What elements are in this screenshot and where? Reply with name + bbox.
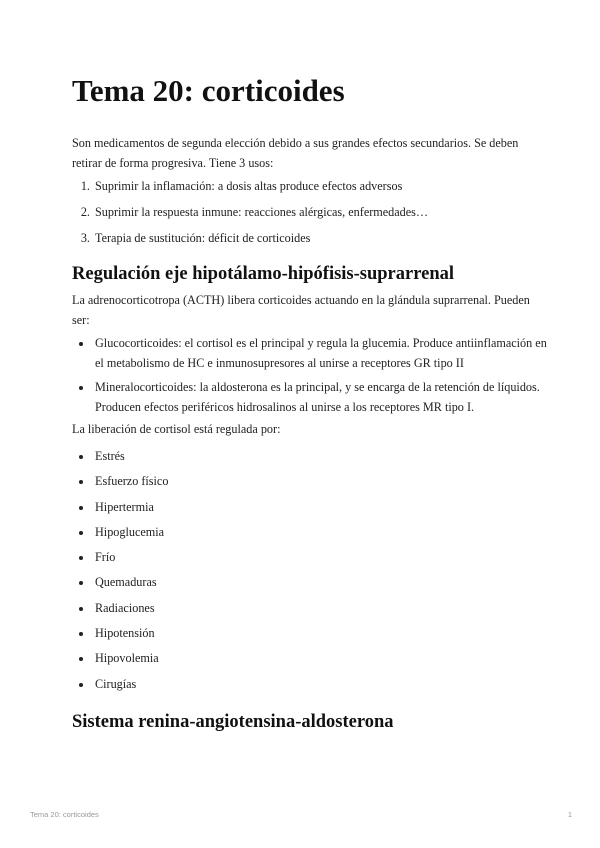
factor-item: • Esfuerzo físico <box>93 471 543 496</box>
uses-list-item: 1. Suprimir la inflamación: a dosis altas produce efectos adversos <box>93 176 553 202</box>
corticoid-type-item: • Mineralocorticoides: la aldosterona es la principal, y se encarga de la retención de líquidos. Producen efectos periféricos hidrosalinos al unirse a los receptores MR tipo I. <box>93 377 551 417</box>
factor-item: • Hipertermia <box>93 497 543 522</box>
factor-item: • Quemaduras <box>93 572 543 597</box>
factor-item: • Hipotensión <box>93 623 543 648</box>
factor-item: • Radiaciones <box>93 598 543 623</box>
uses-list <box>72 176 553 254</box>
uses-list-item: 2. Suprimir la respuesta inmune: reacciones alérgicas, enfermedades… <box>93 202 553 228</box>
factor-item: • Cirugías <box>93 674 543 699</box>
regulation-intro-paragraph: La adrenocorticotropa (ACTH) libera corticoides actuando en la glándula suprarrenal. Pueden ser: <box>72 293 530 327</box>
page-title: Tema 20: corticoides <box>72 73 345 108</box>
factor-item: • Frío <box>93 547 543 572</box>
section-heading-raas: Sistema renina-angiotensina-aldosterona <box>72 712 394 732</box>
footer-title: Tema 20: corticoides <box>30 810 99 819</box>
factor-item: • Estrés <box>93 446 543 471</box>
uses-list-item: 3. Terapia de sustitución: déficit de corticoides <box>93 228 553 254</box>
regulation-factors-list <box>72 446 543 699</box>
intro-paragraph: Son medicamentos de segunda elección debido a sus grandes efectos secundarios. Se deben retirar de forma progresiva. Tiene 3 usos: <box>72 136 519 170</box>
section-heading-regulation: Regulación eje hipotálamo-hipófisis-suprarrenal <box>72 264 454 284</box>
factor-item: • Hipoglucemia <box>93 522 543 547</box>
corticoid-type-item: • Glucocorticoides: el cortisol es el principal y regula la glucemia. Produce antiinflamación en el metabolismo de HC e inmunosupresores al unirse a receptores GR tipo II <box>93 333 551 373</box>
cortisol-regulation-paragraph: La liberación de cortisol está regulada por: <box>72 422 281 436</box>
corticoid-types-list <box>72 333 551 421</box>
page-number: 1 <box>567 810 572 819</box>
factor-item: • Hipovolemia <box>93 648 543 673</box>
